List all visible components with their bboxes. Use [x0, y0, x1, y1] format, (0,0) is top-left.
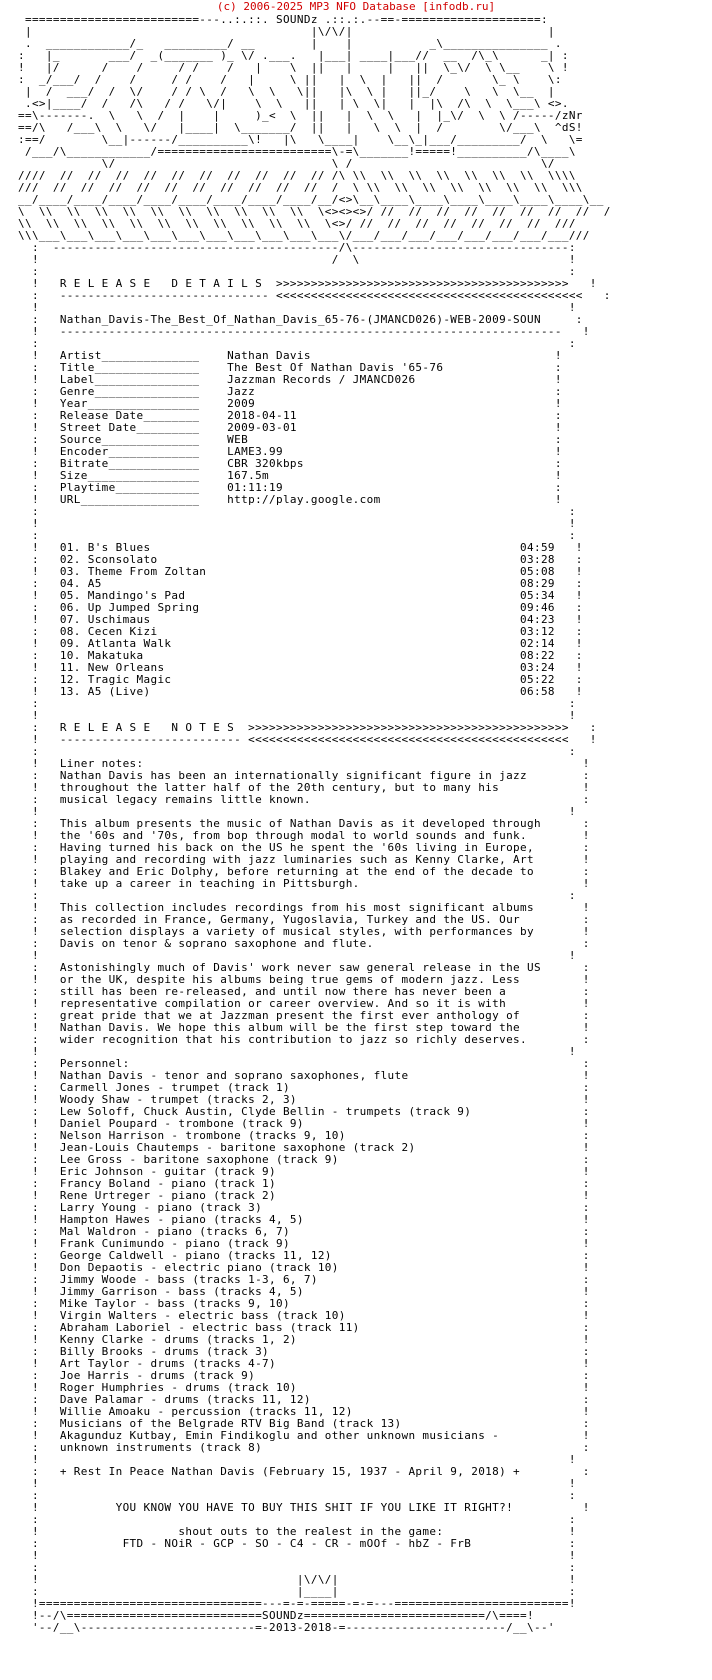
release-details-header: ! R E L E A S E D E T A I L S >>>>>>>>>>>>>>>>>>>>>>>>>>>>>>>>>>>>>>>>>> ! : ------------------------------ <<<<<<<<<<<<<<<<<<<<<<<<<<<<<<<<<<<<<<<<<<<< : ! !: [31, 277, 611, 314]
nfo-text: [18, 14, 708, 1634]
ascii-footer-art: ! |\/\/| ! : |____| : !================================---=-=-=====-=-=---=========================! !--/\============================SOUNDz==========================/\====! '--/__\-------------------------=-2013-2018-=-----------------------/__\--': [31, 1573, 576, 1634]
release-details-list: ! Artist______________ Nathan Davis ! : Title_______________ The Best Of Nathan Davis '65-76 : ! Label_______________ Jazzman Records / JMANCD026 ! : Genre_______________ Jazz : ! Year________________ 2009 ! : Release Date________ 2018-04-11 : ! Street Date_________ 2009-03-01 ! : Source______________ WEB : ! Encoder_____________ LAME3.99 ! : Bitrate_____________ CBR 320kbps : ! Size________________ 167.5m ! : Playtime____________ 01:11:19 : ! URL_________________ http://play.google.com ! : : ! ! : :: [31, 349, 576, 542]
personnel-list: : Personnel: : ! Nathan Davis - tenor and soprano saxophones, flute ! : Carmell Jones - trumpet (track 1) : ! Woody Shaw - trumpet (tracks 2, 3) ! : Lew Soloff, Chuck Austin, Clyde Bellin - trumpets (track 9) : ! Daniel Poupard - trombone (track 9) ! : Nelson Harrison - trombone (tracks 9, 10) : ! Jean-Louis Chautemps - baritone saxophone (track 2) ! : Lee Gross - baritone saxophone (track 9) : ! Eric Johnson - guitar (track 9) ! : Francy Boland - piano (track 1) : ! Rene Urtreger - piano (track 2) ! : Larry Young - piano (track 3) : ! Hampton Hawes - piano (tracks 4, 5) ! : Mal Waldron - piano (tracks 6, 7) : ! Frank Cunimundo - piano (track 9) ! : George Caldwell - piano (tracks 11, 12) : ! Don Depaotis - electric piano (track 10) ! : Jimmy Woode - bass (tracks 1-3, 6, 7) : ! Jimmy Garrison - bass (tracks 4, 5) ! : Mike Taylor - bass (tracks 9, 10) : ! Virgin Walters - electric bass (track 10) ! : Abraham Laboriel - electric bass (track 11) : ! Kenny Clarke - drums (tracks 1, 2) ! : Billy Brooks - drums (track 3) : ! Art Taylor - drums (tracks 4-7) ! : Joe Harris - drums (track 9) : ! Roger Humphries - drums (track 10) ! : Dave Palamar - drums (tracks 11, 12) : ! Willie Amoaku - percussion (tracks 11, 12) ! : Musicians of the Belgrade RTV Big Band (track 13) : ! Akagunduz Kutbay, Emin Findikoglu and other unknown musicians - ! : unknown instruments (track 8) : ! !: [31, 1057, 590, 1466]
shoutouts: ! shout outs to the realest in the game: ! : FTD - NOiR - GCP - SO - C4 - CR - mOOf - hbZ - FrB : ! ! : :: [31, 1525, 576, 1574]
release-notes-header: : R E L E A S E N O T E S >>>>>>>>>>>>>>>>>>>>>>>>>>>>>>>>>>>>>>>>>>>>>> : ! -------------------------- <<<<<<<<<<<<<<<<<<<<<<<<<<<<<<<<<<<<<<<<<<<<<< ! : :: [31, 721, 597, 758]
release-name: : Nathan_Davis-The_Best_Of_Nathan_Davis_65-76-(JMANCD026)-WEB-2009-SOUN : ! ------------------------------------------------------------------------ ! : :: [31, 313, 590, 350]
tracklist: ! 01. B's Blues 04:59 ! : 02. Sconsolato 03:28 : ! 03. Theme From Zoltan 05:08 ! : 04. A5 08:29 : ! 05. Mandingo's Pad 05:34 ! : 06. Up Jumped Spring 09:46 : ! 07. Uschimaus 04:23 ! : 08. Cecen Kizi 03:12 : ! 09. Atlanta Walk 02:14 ! : 10. Makatuka 08:22 : ! 11. New Orleans 03:24 ! : 12. Tragic Magic 05:22 : ! 13. A5 (Live) 06:58 ! : : ! !: [31, 541, 583, 722]
liner-notes: ! Liner notes: ! : Nathan Davis has been an internationally significant figure in jazz : ! throughout the latter half of the 20th century, but to many his ! : musical legacy remains little known. : ! ! : This album presents the music of Nathan Davis as it developed through : ! the '60s and '70s, from bop through modal to world sounds and funk. ! : Having turned his back on the US he spent the '60s living in Europe, : ! playing and recording with jazz luminaries such as Kenny Clarke, Art ! : Blakey and Eric Dolphy, before returning at the end of the decade to : ! take up a career in teaching in Pittsburgh. ! : : ! This collection includes recordings from his most significant albums ! : as recorded in France, Germany, Yugoslavia, Turkey and the US. Our : ! selection displays a variety of musical styles, with performances by ! : Davis on tenor & soprano saxophone and flute. : ! ! : Astonishingly much of Davis' work never saw general release in the US : ! or the UK, despite his albums being true gems of modern jazz. Less ! : still has been re-released, and until now there has never been a : ! representative compilation or career overview. And so it is with ! : great pride that we at Jazzman present the first ever anthology of : ! Nathan Davis. We hope this album will be the first step toward the ! : wider recognition that his contribution to jazz so richly deserves. : ! !: [31, 757, 590, 1058]
site-banner: (c) 2006-2025 MP3 NFO Database [infodb.ru]: [216, 0, 496, 13]
buy-line: ! YOU KNOW YOU HAVE TO BUY THIS SHIT IF YOU LIKE IT RIGHT?! ! : :: [31, 1501, 590, 1526]
ascii-logo-art: =========================---..:.::. SOUNDz .::.:.--==-====================: | |\/\/| | . ____________/_ _________/ __ | | _\_______________ . : |_ ___/ _(_______ )_ \/ .___. |___| ____|___// __ /\_\ _| : ! |/ / / / / / | \ || | | || \_\/ \ \__ \ ! : _/___/ / / / / / | \ || | \ | || / \_ \ \: | / ___/ / \/ / / \ / \ \ \|| |\ \ | ||_/ \ \ \__ | .<>|____/ / /\ / / \/| \ \ || | \ \| | |\ /\ \ \___\ <>. ==\-------. \ \ / | | )_< \ || | \ \ | |_\/ \ \ /-----/zNr ==/\ /___\ \ \/ |____| \_______/ || | \ \ | / \/___\ ^dS! :==/ \__|------/__________\! |\ \____| \__\_|___/_________/ \ \= /___/\____________/=========================\-=\_______!=====!__________/\____\ \/ \ / \/ //// // // // // // // // // // // /\ \\ \\ \\ \\ \\ \\ \\ \\\\ /// // // // // // // // // // // / \ \\ \\ \\ \\ \\ \\ \\ \\\ __/____/____/____/____/____/____/____/____/__/<>\__\____\____\____\____\____\____\__ \ \\ \\ \\ \\ \\ \\ \\ \\ \\ \\ \<><><>/ // // // // // // // // / \\ \\ \\ \\ \\ \\ \\ \\ \\ \\ \\ \<>/ // // // // // // // /// \\\___\___\___\___\___\___\___\___\___\___\___\/___/___/___/___/___/___/___/___/// : -----------------------------------------/\-------------------------------: ! / \ ! : :: [18, 14, 611, 278]
rip-line: : + Rest In Peace Nathan Davis (February 15, 1937 - April 9, 2018) + : ! ! : :: [31, 1465, 590, 1502]
